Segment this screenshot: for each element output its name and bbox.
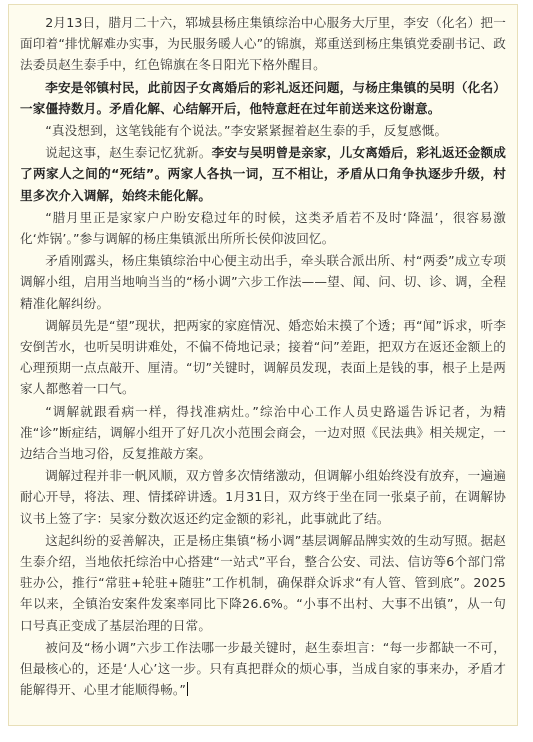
- article-body: [8, 4, 518, 726]
- text-cursor: [187, 682, 188, 696]
- article-paragraph: [20, 12, 506, 76]
- bold-text-run: 李安是邻镇村民，此前因子女离婚后的彩礼返还问题，与杨庄集镇的吴明（化名）一家僵持数月。矛盾化解、心结解开后，他特意赶在过年前送来这份谢意。: [20, 79, 506, 116]
- article-paragraph: [20, 401, 506, 465]
- article-paragraph: [20, 77, 506, 119]
- text-run: 2月13日，腊月二十六，郓城县杨庄集镇综治中心服务大厅里，李安（化名）把一面印着“排忧解难办实事，为民服务暖人心”的锦旗，郑重送到杨庄集镇党委副书记、政法委员赵生泰手中，红色锦旗在冬日阳光下格外醒目。: [20, 15, 506, 73]
- article-paragraph: [20, 142, 506, 206]
- text-run: 调解员先是“望”现状，把两家的家庭情况、婚恋始末摸了个透；再“闻”诉求，听李安倒苦水，也听吴明讲难处，不偏不倚地记录；接着“问”差距，把双方在返还金额上的心理预期一点点敲开、厘清。“切”关键时，调解员发现，表面上是钱的事，根子上是两家人都憋着一口气。: [20, 317, 506, 397]
- article-paragraph: [20, 250, 506, 314]
- article-paragraph: [20, 530, 506, 636]
- text-run: “腊月里正是家家户户盼安稳过年的时候，这类矛盾若不及时‘降温’，很容易激化‘炸锅’。”参与调解的杨庄集镇派出所所长侯仰波回忆。: [20, 209, 506, 247]
- article-paragraph: [20, 315, 506, 400]
- text-run: 说起这事，赵生泰记忆犹新。: [45, 145, 212, 161]
- article-paragraph: [20, 120, 506, 141]
- bold-text-run: 李安与吴明曾是亲家，儿女离婚后，彩礼返还金额成了两家人之间的“死结”。两家人各执一词，互不相让，矛盾从口角争执逐步升级，村里多次介入调解，始终未能化解。: [20, 145, 507, 203]
- text-run: 这起纠纷的妥善解决，正是杨庄集镇“杨小调”基层调解品牌实效的生动写照。据赵生泰介绍，当地依托综治中心搭建“一站式”平台，整合公安、司法、信访等6个部门常驻办公，推行“常驻+轮驻+随驻”工作机制，确保群众诉求“有人管、管到底”。2025年以来，全镇治安案件发案率同比下降26.6%。“小事不出村、大事不出镇”，从一句口号真正变成了基层治理的日常。: [20, 532, 506, 633]
- article-paragraph: [20, 637, 506, 701]
- text-run: 矛盾刚露头，杨庄集镇综治中心便主动出手，牵头联合派出所、村“两委”成立专项调解小组，启用当地响当当的“杨小调”六步工作法——望、闻、问、切、诊、调，全程精准化解纠纷。: [20, 253, 506, 311]
- article-paragraph: [20, 465, 506, 529]
- text-run: “真没想到，这笔钱能有个说法。”李安紧紧握着赵生泰的手，反复感慨。: [45, 123, 448, 139]
- text-run: “调解就跟看病一样，得找准病灶。”综治中心工作人员史路遥告诉记者，为精准“诊”断症结，调解小组开了好几次小范围会商会，一边对照《民法典》相关规定，一边结合当地习俗，反复推敲方案。: [20, 403, 506, 462]
- text-run: 被问及“杨小调”六步工作法哪一步最关键时，赵生泰坦言：“每一步都缺一不可，但最核心的，还是‘人心’这一步。只有真把群众的烦心事，当成自家的事来办，矛盾才能解得开、心里才能顺得畅。”: [20, 639, 506, 698]
- article-paragraph: [20, 207, 506, 249]
- text-run: 调解过程并非一帆风顺，双方曾多次情绪激动，但调解小组始终没有放弃，一遍遍耐心开导，将法、理、情揉碎讲透。1月31日，双方终于坐在同一张桌子前，在调解协议书上签了字：吴家分数次返还约定金额的彩礼，此事就此了结。: [20, 468, 506, 526]
